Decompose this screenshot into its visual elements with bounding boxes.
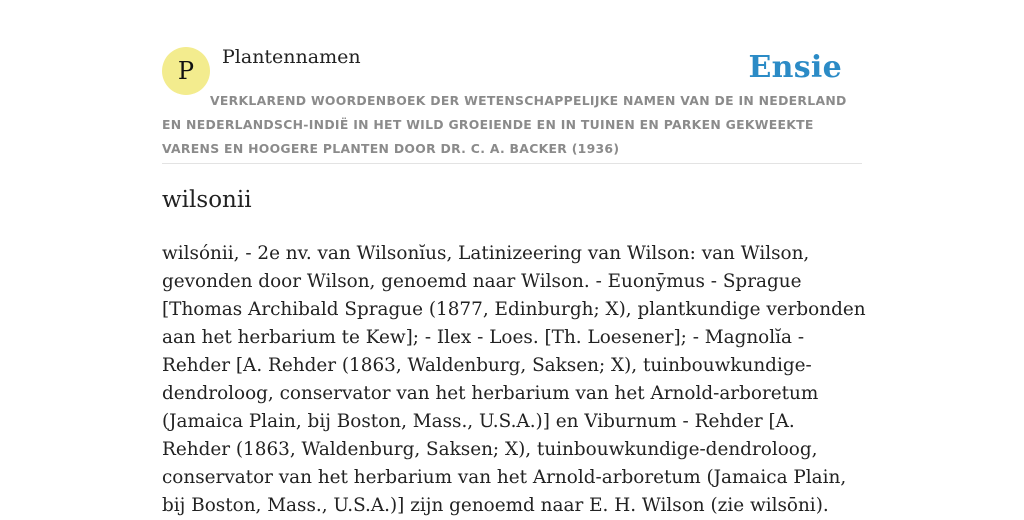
brand-logo[interactable]: Ensie: [748, 50, 842, 85]
dictionary-subtitle: VERKLAREND WOORDENBOEK DER WETENSCHAPPELIJKE NAMEN VAN DE IN NEDERLAND EN NEDERLANDSCH-INDIË IN HET WILD GROEIENDE EN IN TUINEN EN PARKEN GEKWEEKTE VARENS EN HOOGERE PLANTEN DOOR DR. C. A. BACKER (1936): [162, 93, 847, 156]
entry-definition: wilsónii, - 2e nv. van Wilsonĭus, Latinizeering van Wilson: van Wilson, gevonden door Wilson, genoemd naar Wilson. - Euonȳmus - Sprague [Thomas Archibald Sprague (1877, Edinburgh; X), plantkundige verbonden aan het herbarium te Kew]; - Ilex - Loes. [Th. Loesener]; - Magnolĭa - Rehder [A. Rehder (1863, Waldenburg, Saksen; X), tuinbouwkundige-dendroloog, conservator van het herbarium van het Arnold-arboretum (Jamaica Plain, bij Boston, Mass., U.S.A.)] en Viburnum - Rehder [A. Rehder (1863, Waldenburg, Saksen; X), tuinbouwkundige-dendroloog, conservator van het herbarium van het Arnold-arboretum (Jamaica Plain, bij Boston, Mass., U.S.A.)] zijn genoemd naar E. H. Wilson (zie wilsōni).: [162, 243, 866, 516]
logo-letter: P: [177, 57, 195, 85]
site-title[interactable]: Plantennamen: [222, 46, 361, 68]
entry-headword: wilsonii: [162, 187, 252, 213]
site-logo[interactable]: [162, 47, 210, 95]
header-divider: [162, 163, 862, 164]
